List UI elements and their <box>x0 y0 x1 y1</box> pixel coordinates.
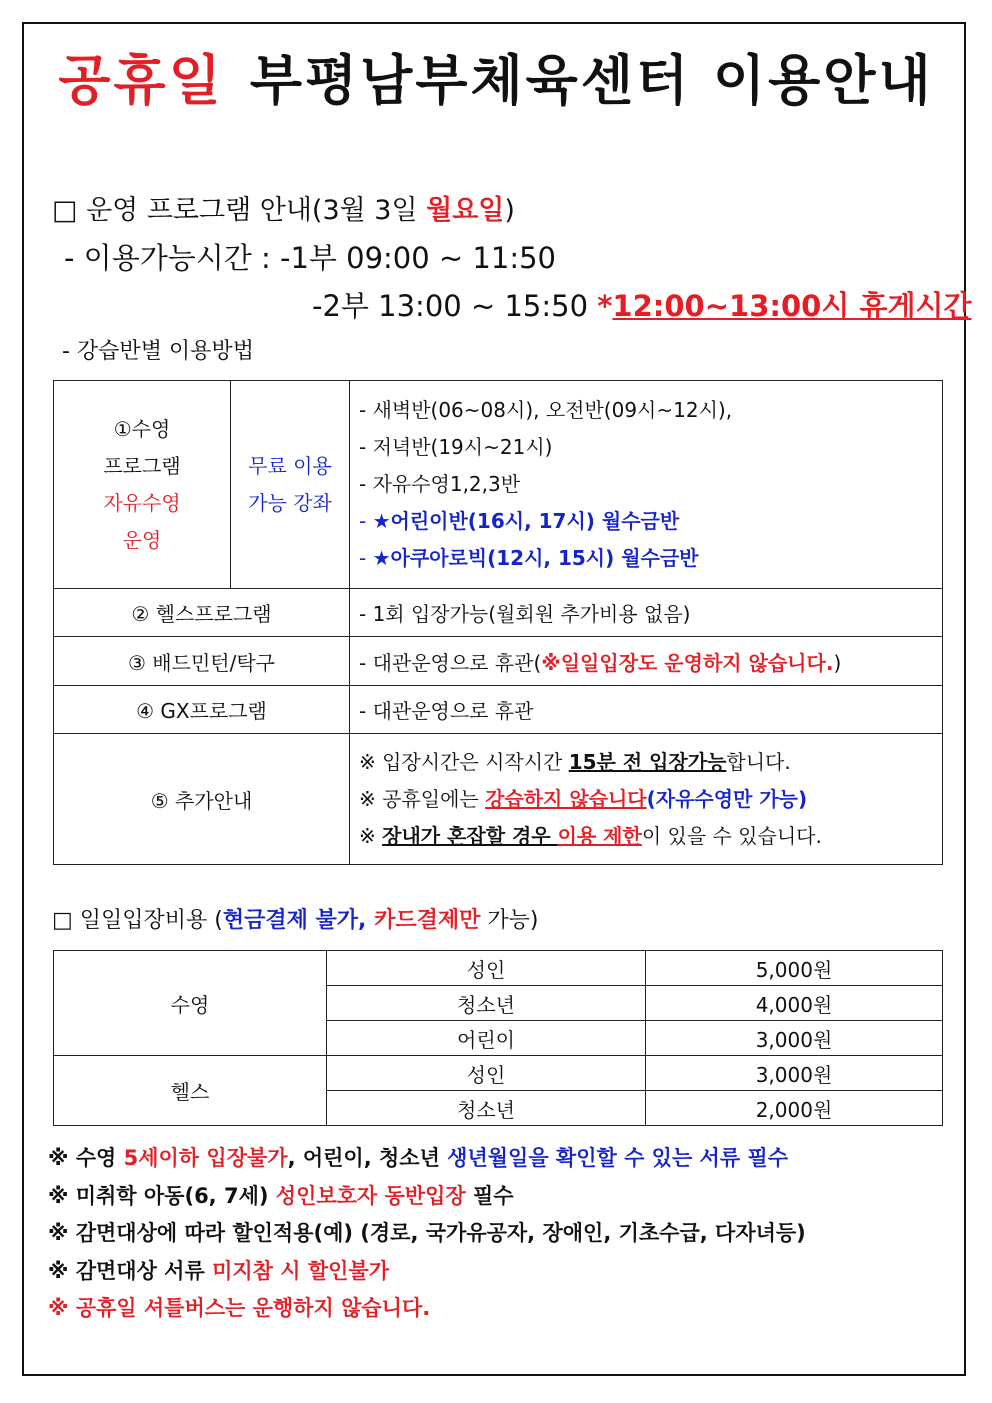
fees-heading: □ 일일입장비용 (현금결제 불가, 카드결제만 가능) <box>52 908 539 933</box>
additional-info-desc <box>350 734 943 865</box>
info-line-3: ※ 장내가 혼잡할 경우 이용 제한이 있을 수 있습니다. <box>359 823 822 848</box>
title-holiday: 공휴일 <box>58 49 224 112</box>
time-first: - 이용가능시간 : -1부 09:00 ~ 11:50 <box>64 241 557 275</box>
health-desc: - 1회 입장가능(월회원 추가비용 없음) <box>350 589 943 637</box>
notes <box>48 1140 806 1328</box>
page-title <box>0 38 992 115</box>
note-3: ※ 감면대상에 따라 할인적용(예) (경로, 국가유공자, 장애인, 기초수급, 다자녀등) <box>48 1221 806 1245</box>
class-item: - 저녁반(19시~21시) <box>359 435 553 459</box>
fee-price: 3,000원 <box>646 1021 943 1056</box>
fee-type: 성인 <box>327 951 646 986</box>
fee-price: 2,000원 <box>646 1091 943 1126</box>
time-second-line <box>312 284 972 325</box>
fee-group-health: 헬스 <box>54 1056 327 1126</box>
badminton-cell: ③ 배드민턴/탁구 <box>54 637 350 686</box>
swim-classes-cell <box>350 381 943 589</box>
gx-program-cell: ④ GX프로그램 <box>54 686 350 734</box>
break-notice: *12:00~13:00시 휴게시간 <box>597 289 972 323</box>
class-item: - 자유수영1,2,3반 <box>359 472 521 496</box>
info-line-2: ※ 공휴일에는 강습하지 않습니다(자유수영만 가능) <box>359 786 808 811</box>
program-day: 월요일 <box>426 195 505 226</box>
fees-table <box>53 950 943 1126</box>
fee-type: 청소년 <box>327 1091 646 1126</box>
note-5: ※ 공휴일 셔틀버스는 운행하지 않습니다. <box>48 1296 431 1320</box>
fee-price: 4,000원 <box>646 986 943 1021</box>
fee-type: 성인 <box>327 1056 646 1091</box>
gx-desc: - 대관운영으로 휴관 <box>350 686 943 734</box>
badminton-desc: - 대관운영으로 휴관(※일일입장도 운영하지 않습니다.) <box>350 637 943 686</box>
class-item: - 새벽반(06~08시), 오전반(09시~12시), <box>359 398 733 422</box>
title-center: 부평남부체육센터 이용안내 <box>249 49 934 112</box>
fee-type: 어린이 <box>327 1021 646 1056</box>
fee-price: 3,000원 <box>646 1056 943 1091</box>
note-4: ※ 감면대상 서류 미지참 시 할인불가 <box>48 1258 389 1283</box>
note-2: ※ 미취학 아동(6, 7세) 성인보호자 동반입장 필수 <box>48 1183 514 1208</box>
swim-program-cell: ①수영 프로그램 자유수영 운영 <box>54 381 231 589</box>
additional-info-cell: ⑤ 추가안내 <box>54 734 350 865</box>
time-second: -2부 13:00 ~ 15:50 <box>312 289 589 323</box>
class-item-aquarobics: - ★아쿠아로빅(12시, 15시) 월수금반 <box>359 546 699 570</box>
free-course-cell: 무료 이용 가능 강좌 <box>231 381 350 589</box>
program-heading: □ 운영 프로그램 안내(3월 3일 월요일) <box>52 195 515 226</box>
health-program-cell: ② 헬스프로그램 <box>54 589 350 637</box>
note-1: ※ 수영 5세이하 입장불가, 어린이, 청소년 생년월일을 확인할 수 있는 서류 필수 <box>48 1146 789 1170</box>
fee-price: 5,000원 <box>646 951 943 986</box>
info-line-1: ※ 입장시간은 시작시간 15분 전 입장가능합니다. <box>359 749 791 774</box>
method-label: - 강습반별 이용방법 <box>62 339 254 364</box>
class-item-kids: - ★어린이반(16시, 17시) 월수금반 <box>359 509 680 533</box>
program-table <box>53 380 943 865</box>
fee-group-swim: 수영 <box>54 951 327 1056</box>
fee-type: 청소년 <box>327 986 646 1021</box>
